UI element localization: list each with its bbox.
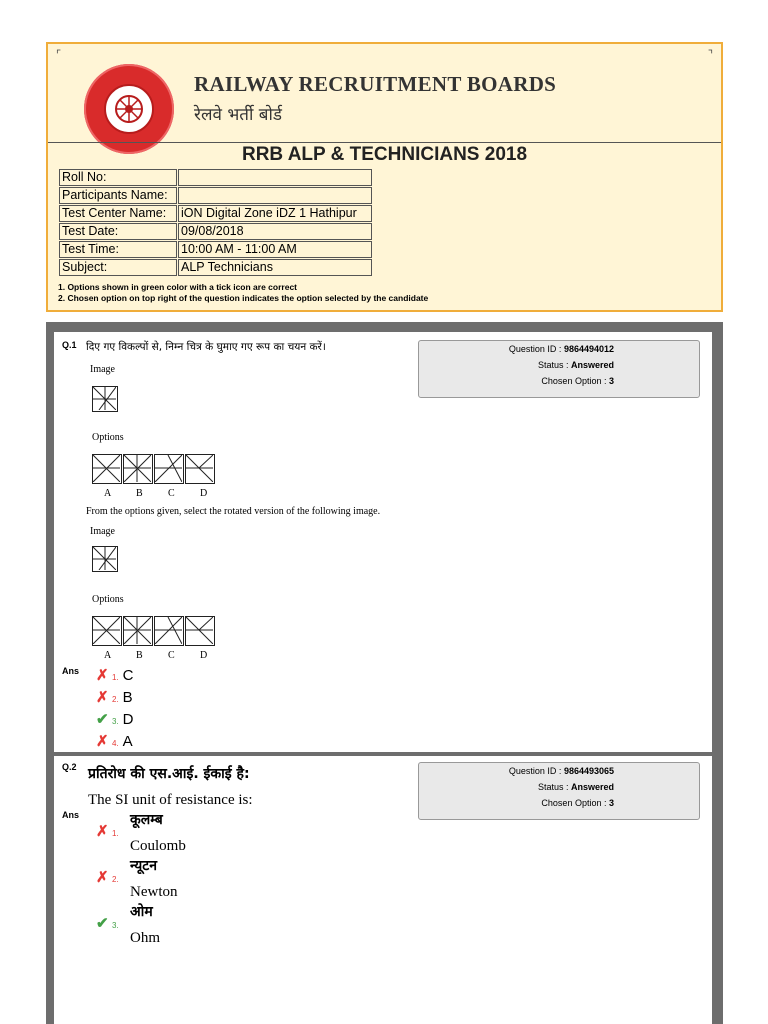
info-label: Subject: bbox=[59, 259, 177, 276]
info-value: 10:00 AM - 11:00 AM bbox=[178, 241, 372, 258]
question-text-hi: दिए गए विकल्पों से, निम्न चित्र के घुमाए गए रूप का चयन करें। bbox=[86, 341, 326, 353]
option-number: 2. bbox=[112, 875, 119, 884]
option-letter: D bbox=[200, 650, 208, 661]
chosen-value: 3 bbox=[608, 376, 614, 386]
org-name-hi: रेलवे भर्ती बोर्ड bbox=[194, 105, 282, 125]
option-figure bbox=[154, 616, 184, 646]
option-figure bbox=[154, 454, 184, 484]
option-figure bbox=[92, 616, 122, 646]
option-number: 4. bbox=[112, 739, 119, 748]
answer-option bbox=[96, 688, 133, 706]
header-panel bbox=[46, 42, 723, 312]
figure-lines-icon bbox=[186, 455, 213, 482]
option-figure bbox=[123, 616, 153, 646]
option-text-en: Coulomb bbox=[130, 838, 186, 854]
info-row bbox=[59, 205, 372, 222]
answer-label: Ans bbox=[62, 666, 80, 676]
option-number: 1. bbox=[112, 673, 119, 682]
figure-lines-icon bbox=[93, 547, 116, 570]
option-number: 2. bbox=[112, 695, 119, 704]
option-figure bbox=[123, 454, 153, 484]
option-text-hi: कूलम्ब bbox=[130, 812, 163, 828]
option-text: B bbox=[122, 689, 133, 706]
option-text-en: Ohm bbox=[130, 930, 160, 946]
option-letter: C bbox=[168, 650, 175, 661]
notes bbox=[58, 282, 428, 304]
option-number: 1. bbox=[112, 829, 119, 838]
question-id-row bbox=[419, 763, 699, 779]
option-letter: D bbox=[200, 488, 208, 499]
logo-wheel-icon bbox=[106, 86, 152, 132]
railway-logo bbox=[84, 64, 174, 154]
status-label: Status : bbox=[537, 782, 569, 792]
corner-mark-left: ⌜ bbox=[56, 49, 62, 61]
option-number: 3. bbox=[112, 921, 119, 930]
option-text-en: Newton bbox=[130, 884, 178, 900]
options-figure-strip bbox=[92, 616, 216, 646]
option-letter: B bbox=[136, 488, 143, 499]
figure-lines-icon bbox=[93, 387, 116, 410]
option-number: 3. bbox=[112, 717, 119, 726]
logo-emblem bbox=[104, 84, 154, 134]
option-text-hi: ओम bbox=[130, 904, 153, 920]
info-label: Test Center Name: bbox=[59, 205, 177, 222]
info-row bbox=[59, 223, 372, 240]
question-id-label: Question ID : bbox=[508, 766, 562, 776]
status-row bbox=[419, 357, 699, 373]
corner-mark-right: ⌝ bbox=[707, 49, 713, 61]
option-letter: A bbox=[104, 650, 112, 661]
info-row bbox=[59, 169, 372, 186]
figure-lines-icon bbox=[155, 617, 182, 644]
chosen-value: 3 bbox=[608, 798, 614, 808]
tick-icon: ✔ bbox=[96, 711, 109, 728]
question-text-en: The SI unit of resistance is: bbox=[88, 792, 253, 808]
questions-panel bbox=[46, 322, 723, 1024]
question-id-value: 9864494012 bbox=[563, 344, 614, 354]
chosen-label: Chosen Option : bbox=[541, 376, 607, 386]
question-meta bbox=[418, 762, 700, 820]
options-figure-strip bbox=[92, 454, 216, 484]
note-line: 1. Options shown in green color with a tick icon are correct bbox=[58, 282, 297, 292]
option-figure bbox=[185, 616, 215, 646]
info-value: iON Digital Zone iDZ 1 Hathipur bbox=[178, 205, 372, 222]
question-id-row bbox=[419, 341, 699, 357]
question-meta bbox=[418, 340, 700, 398]
option-figure bbox=[185, 454, 215, 484]
option-letter: B bbox=[136, 650, 143, 661]
question-text-en: From the options given, select the rotated version of the following image. bbox=[86, 506, 381, 517]
answer-option bbox=[96, 666, 134, 684]
option-text: D bbox=[122, 711, 134, 728]
options-label: Options bbox=[92, 594, 124, 605]
question-number: Q.1 bbox=[62, 340, 77, 350]
question-figure bbox=[92, 386, 118, 412]
cross-icon: ✗ bbox=[96, 667, 109, 684]
figure-lines-icon bbox=[186, 617, 213, 644]
answer-option bbox=[96, 732, 133, 750]
org-name-en: RAILWAY RECRUITMENT BOARDS bbox=[194, 72, 557, 96]
option-text: C bbox=[122, 667, 134, 684]
question-number: Q.2 bbox=[62, 762, 77, 772]
status-label: Status : bbox=[537, 360, 569, 370]
option-text-hi: न्यूटन bbox=[130, 858, 158, 874]
option-letter: C bbox=[168, 488, 175, 499]
info-value: ALP Technicians bbox=[178, 259, 372, 276]
option-text: A bbox=[122, 733, 133, 750]
header-divider bbox=[48, 142, 721, 143]
figure-lines-icon bbox=[93, 455, 120, 482]
info-label: Test Time: bbox=[59, 241, 177, 258]
info-row bbox=[59, 241, 372, 258]
info-value: 09/08/2018 bbox=[178, 223, 372, 240]
chosen-label: Chosen Option : bbox=[541, 798, 607, 808]
question-id-value: 9864493065 bbox=[563, 766, 614, 776]
cross-icon: ✗ bbox=[96, 823, 109, 840]
question-card bbox=[54, 332, 712, 752]
image-label: Image bbox=[90, 364, 115, 375]
candidate-info-table bbox=[58, 168, 373, 277]
option-letter: A bbox=[104, 488, 112, 499]
info-row bbox=[59, 259, 372, 276]
info-value bbox=[178, 169, 372, 186]
question-text-hi: प्रतिरोध की एस.आई. ईकाई है: bbox=[88, 766, 250, 782]
status-value: Answered bbox=[570, 360, 614, 370]
info-value bbox=[178, 187, 372, 204]
figure-lines-icon bbox=[155, 455, 182, 482]
question-card bbox=[54, 756, 712, 1024]
cross-icon: ✗ bbox=[96, 733, 109, 750]
chosen-row bbox=[419, 795, 699, 811]
cross-icon: ✗ bbox=[96, 869, 109, 886]
image-label: Image bbox=[90, 526, 115, 537]
info-label: Test Date: bbox=[59, 223, 177, 240]
options-label: Options bbox=[92, 432, 124, 443]
info-label: Participants Name: bbox=[59, 187, 177, 204]
answer-label: Ans bbox=[62, 810, 80, 820]
note-line: 2. Chosen option on top right of the question indicates the option selected by the candidate bbox=[58, 293, 429, 303]
cross-icon: ✗ bbox=[96, 689, 109, 706]
figure-lines-icon bbox=[93, 617, 120, 644]
info-row bbox=[59, 187, 372, 204]
chosen-row bbox=[419, 373, 699, 389]
answer-option-correct bbox=[96, 710, 134, 728]
question-figure bbox=[92, 546, 118, 572]
option-figure bbox=[92, 454, 122, 484]
figure-lines-icon bbox=[124, 617, 151, 644]
tick-icon: ✔ bbox=[96, 915, 109, 932]
status-row bbox=[419, 779, 699, 795]
figure-lines-icon bbox=[124, 455, 151, 482]
status-value: Answered bbox=[570, 782, 614, 792]
info-label: Roll No: bbox=[59, 169, 177, 186]
exam-title: RRB ALP & TECHNICIANS 2018 bbox=[241, 144, 528, 165]
question-id-label: Question ID : bbox=[508, 344, 562, 354]
